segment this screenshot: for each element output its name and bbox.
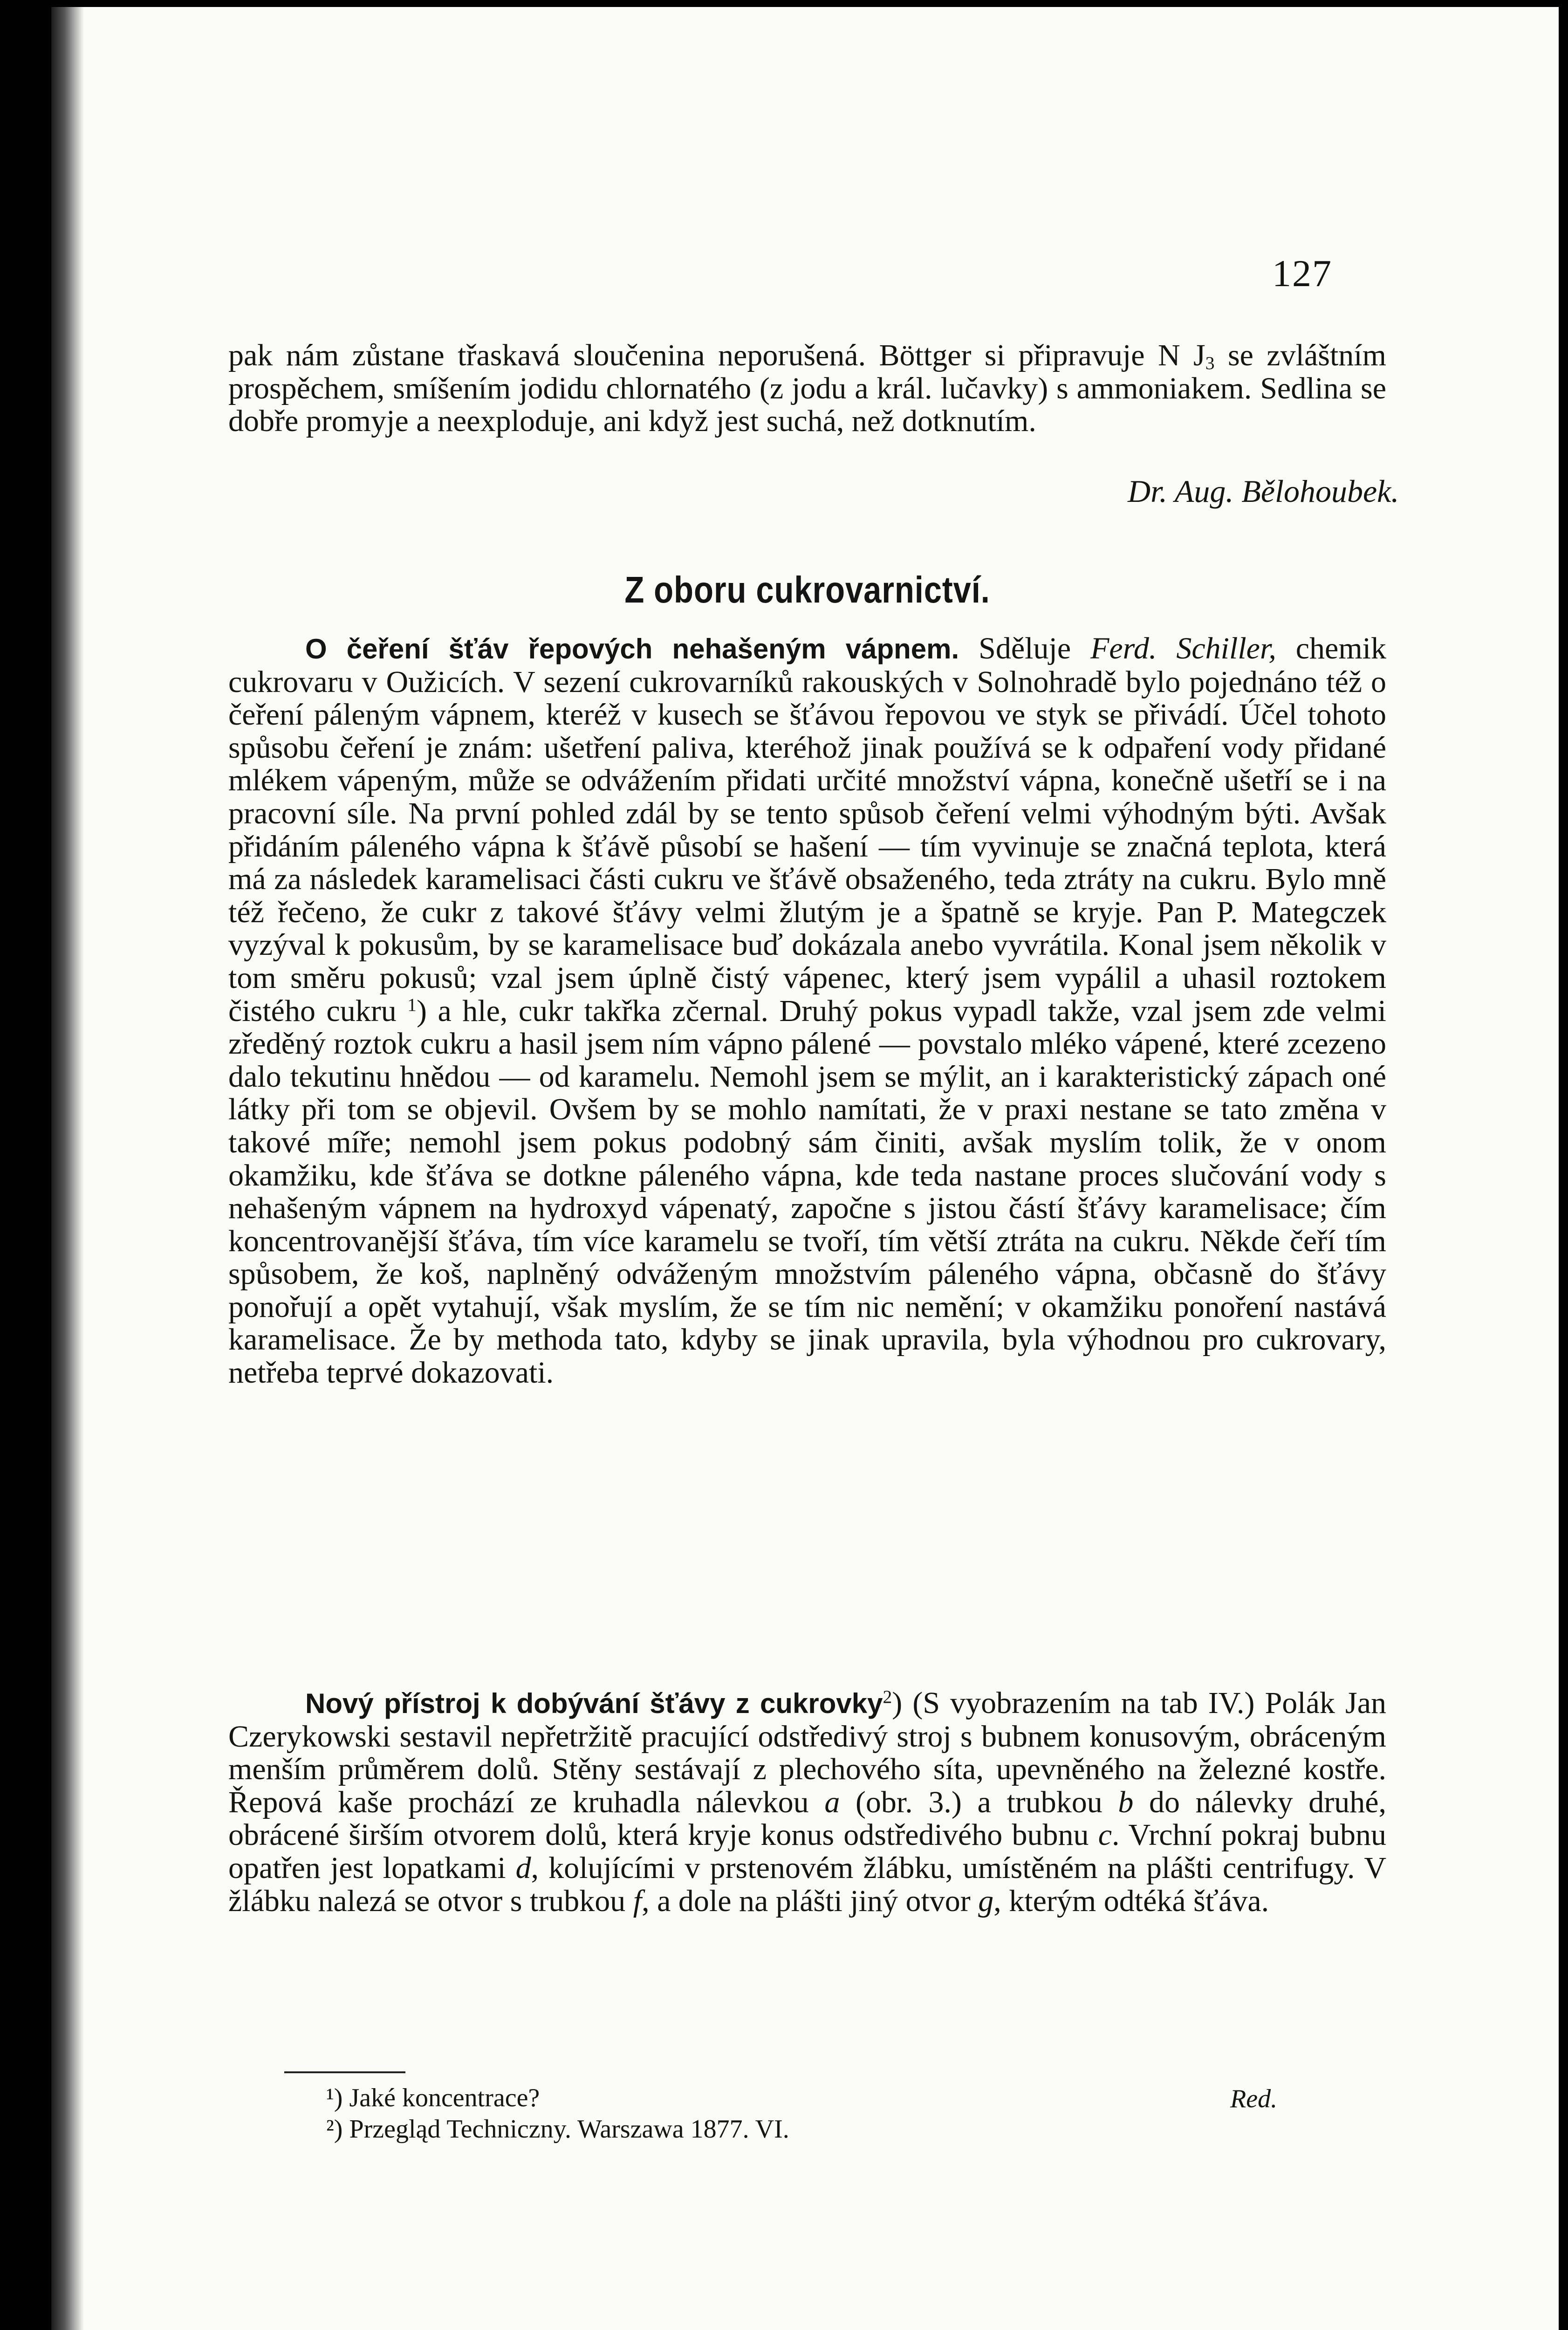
article-2-text-4: . Vrchní pokraj bubnu opatřen jest lopatkami [228, 1818, 1386, 1885]
label-g: g [978, 1884, 994, 1918]
article-2-text-3: do nálevky druhé, obrácené širším otvorem dolů, která kryje konus odstředivého bubnu [228, 1785, 1387, 1852]
label-d: d [515, 1850, 531, 1885]
article-1-author: Ferd. Schiller, [1090, 631, 1276, 665]
article-2-text-7: , kterým odtéká šťáva. [993, 1884, 1269, 1918]
author-prefix: Sděluje [959, 631, 1091, 665]
footnote-1-mark: ¹ [326, 2083, 334, 2112]
article-1-heading: O čeření šťáv řepových nehašeným vápnem. [305, 633, 959, 665]
article-1-paragraph [228, 632, 1386, 1390]
article-2-text-6: , a dole na plášti jiný otvor [642, 1884, 979, 1918]
article-1-text-2: ) a hle, cukr takřka zčernal. Druhý pokus vypadl takže, vzal jsem zde velmi zředěný roztok cukru a hasil jsem ním vápno pálené — povstalo mléko vápené, které zcezeno dalo tekutinu hnědou — od karamelu. Nemohl jsem se mýlit, an i karakteristický zápach oné látky při tom se objevil. Ovšem by se mohlo namítati, že v praxi nestane se tato změna v takové míře; nemohl jsem pokus podobný sám činiti, avšak myslím tolik, že v onom okamžiku, kde šťáva se dotkne páleného vápna, kde teda nastane proces slučování vody s nehašeným vápnem na hydroxyd vápenatý, započne s jistou částí šťávy karamelisace; čím koncentrovanější šťáva, tím více karamelu se tvoří, tím větší ztráta na cukru. Někde čeří tím spůsobem, že koš, naplněný odváženým množstvím páleného vápna, občasně do šťávy ponořují a opět vytahují, však myslím, že se tím nic nemění; v okamžiku ponoření nastává karamelisace. Že by methoda tato, kdyby se jinak upravila, byla výhodnou pro cukrovary, netřeba teprvé dokazovati. [228, 994, 1386, 1390]
text-column [228, 7, 1399, 2330]
intro-text-1: pak nám zůstane třaskavá sloučenina neporušená. Böttger si připravuje N J [228, 338, 1205, 372]
label-c: c [1098, 1818, 1112, 1852]
article-2-heading: Nový přístroj k dobývání šťávy z cukrovky [305, 1688, 883, 1719]
footnote-ref-1[interactable]: 1 [407, 994, 417, 1015]
footnote-2 [326, 2115, 789, 2143]
article-1-text-1: chemik cukrovaru v Oužicích. V sezení cukrovarníků rakouských v Solnohradě bylo pojednáno též o čeření páleným vápnem, kteréž v kusech se šťávou řepovou ve styk se přivádí. Účel tohoto spůsobu čeření je znám: ušetření paliva, kteréhož jinak používá se k odpaření vody přidané mlékem vápeným, může se odvážením přidati určité množství vápna, konečně ušetří se i na pracovní síle. Na první pohled zdál by se tento spůsob čeření velmi výhodným býti. Avšak přidáním páleného vápna k šťávě působí se hašení — tím vyvinuje se značná teplota, která má za následek karamelisaci části cukru ve šťávě obsaženého, teda ztráty na cukru. Bylo mně též řečeno, že cukr z takové šťávy velmi žlutým je a špatně se kryje. Pan P. Mategczek vyzýval k pokusům, by se karamelisace buď dokázala anebo vyvrátila. Konal jsem několik v tom směru pokusů; vzal jsem úplně čistý vápenec, který jsem vypálil a uhasil roztokem čistého cukru [228, 631, 1387, 1028]
footnote-1-text: ) Jaké koncentrace? [334, 2083, 540, 2112]
binding-shadow [51, 7, 84, 2330]
label-f: f [633, 1884, 642, 1918]
book-page [51, 7, 1559, 2330]
footnote-1 [326, 2084, 540, 2112]
subscript-3: 3 [1205, 352, 1215, 373]
label-a: a [824, 1785, 840, 1819]
footnote-1-editor: Red. [1230, 2084, 1278, 2113]
article-2-paragraph [228, 1687, 1386, 1918]
intro-paragraph [228, 339, 1386, 438]
page-number: 127 [1272, 252, 1332, 295]
footnote-ref-2[interactable]: 2 [883, 1686, 892, 1707]
section-heading: Z oboru cukrovarnictví. [624, 569, 990, 610]
footnote-2-mark: ² [326, 2115, 334, 2144]
article-2-text-1: ) (S vyobrazením na tab IV.) Polák Jan Czerykowski sestavil nepřetržitě pracující odstředivý stroj s bubnem konusovým, obráceným menším průměrem dolů. Stěny sestávají z plechového síta, upevněného na železné kostře. Řepová kaše prochází ze kruhadla nálevkou [228, 1686, 1386, 1819]
article-2-text-5: , kolujícími v prstenovém žlábku, umístěném na plášti centrifugy. V žlábku nalezá se otvor s trubkou [228, 1850, 1386, 1918]
footnote-2-text: ) Przegląd Techniczny. Warszawa 1877. VI. [334, 2115, 789, 2144]
footnote-rule [284, 2071, 405, 2073]
author-signature: Dr. Aug. Bělohoubek. [1128, 473, 1399, 509]
label-b: b [1118, 1785, 1134, 1819]
article-2-text-2: (obr. 3.) a trubkou [840, 1785, 1118, 1819]
intro-text-2: se zvláštním prospěchem, smíšením jodidu chlornatého (z jodu a král. lučavky) s ammoniakem. Sedlina se dobře promyje a neexploduje, ani když jest suchá, než dotknutím. [228, 338, 1386, 439]
